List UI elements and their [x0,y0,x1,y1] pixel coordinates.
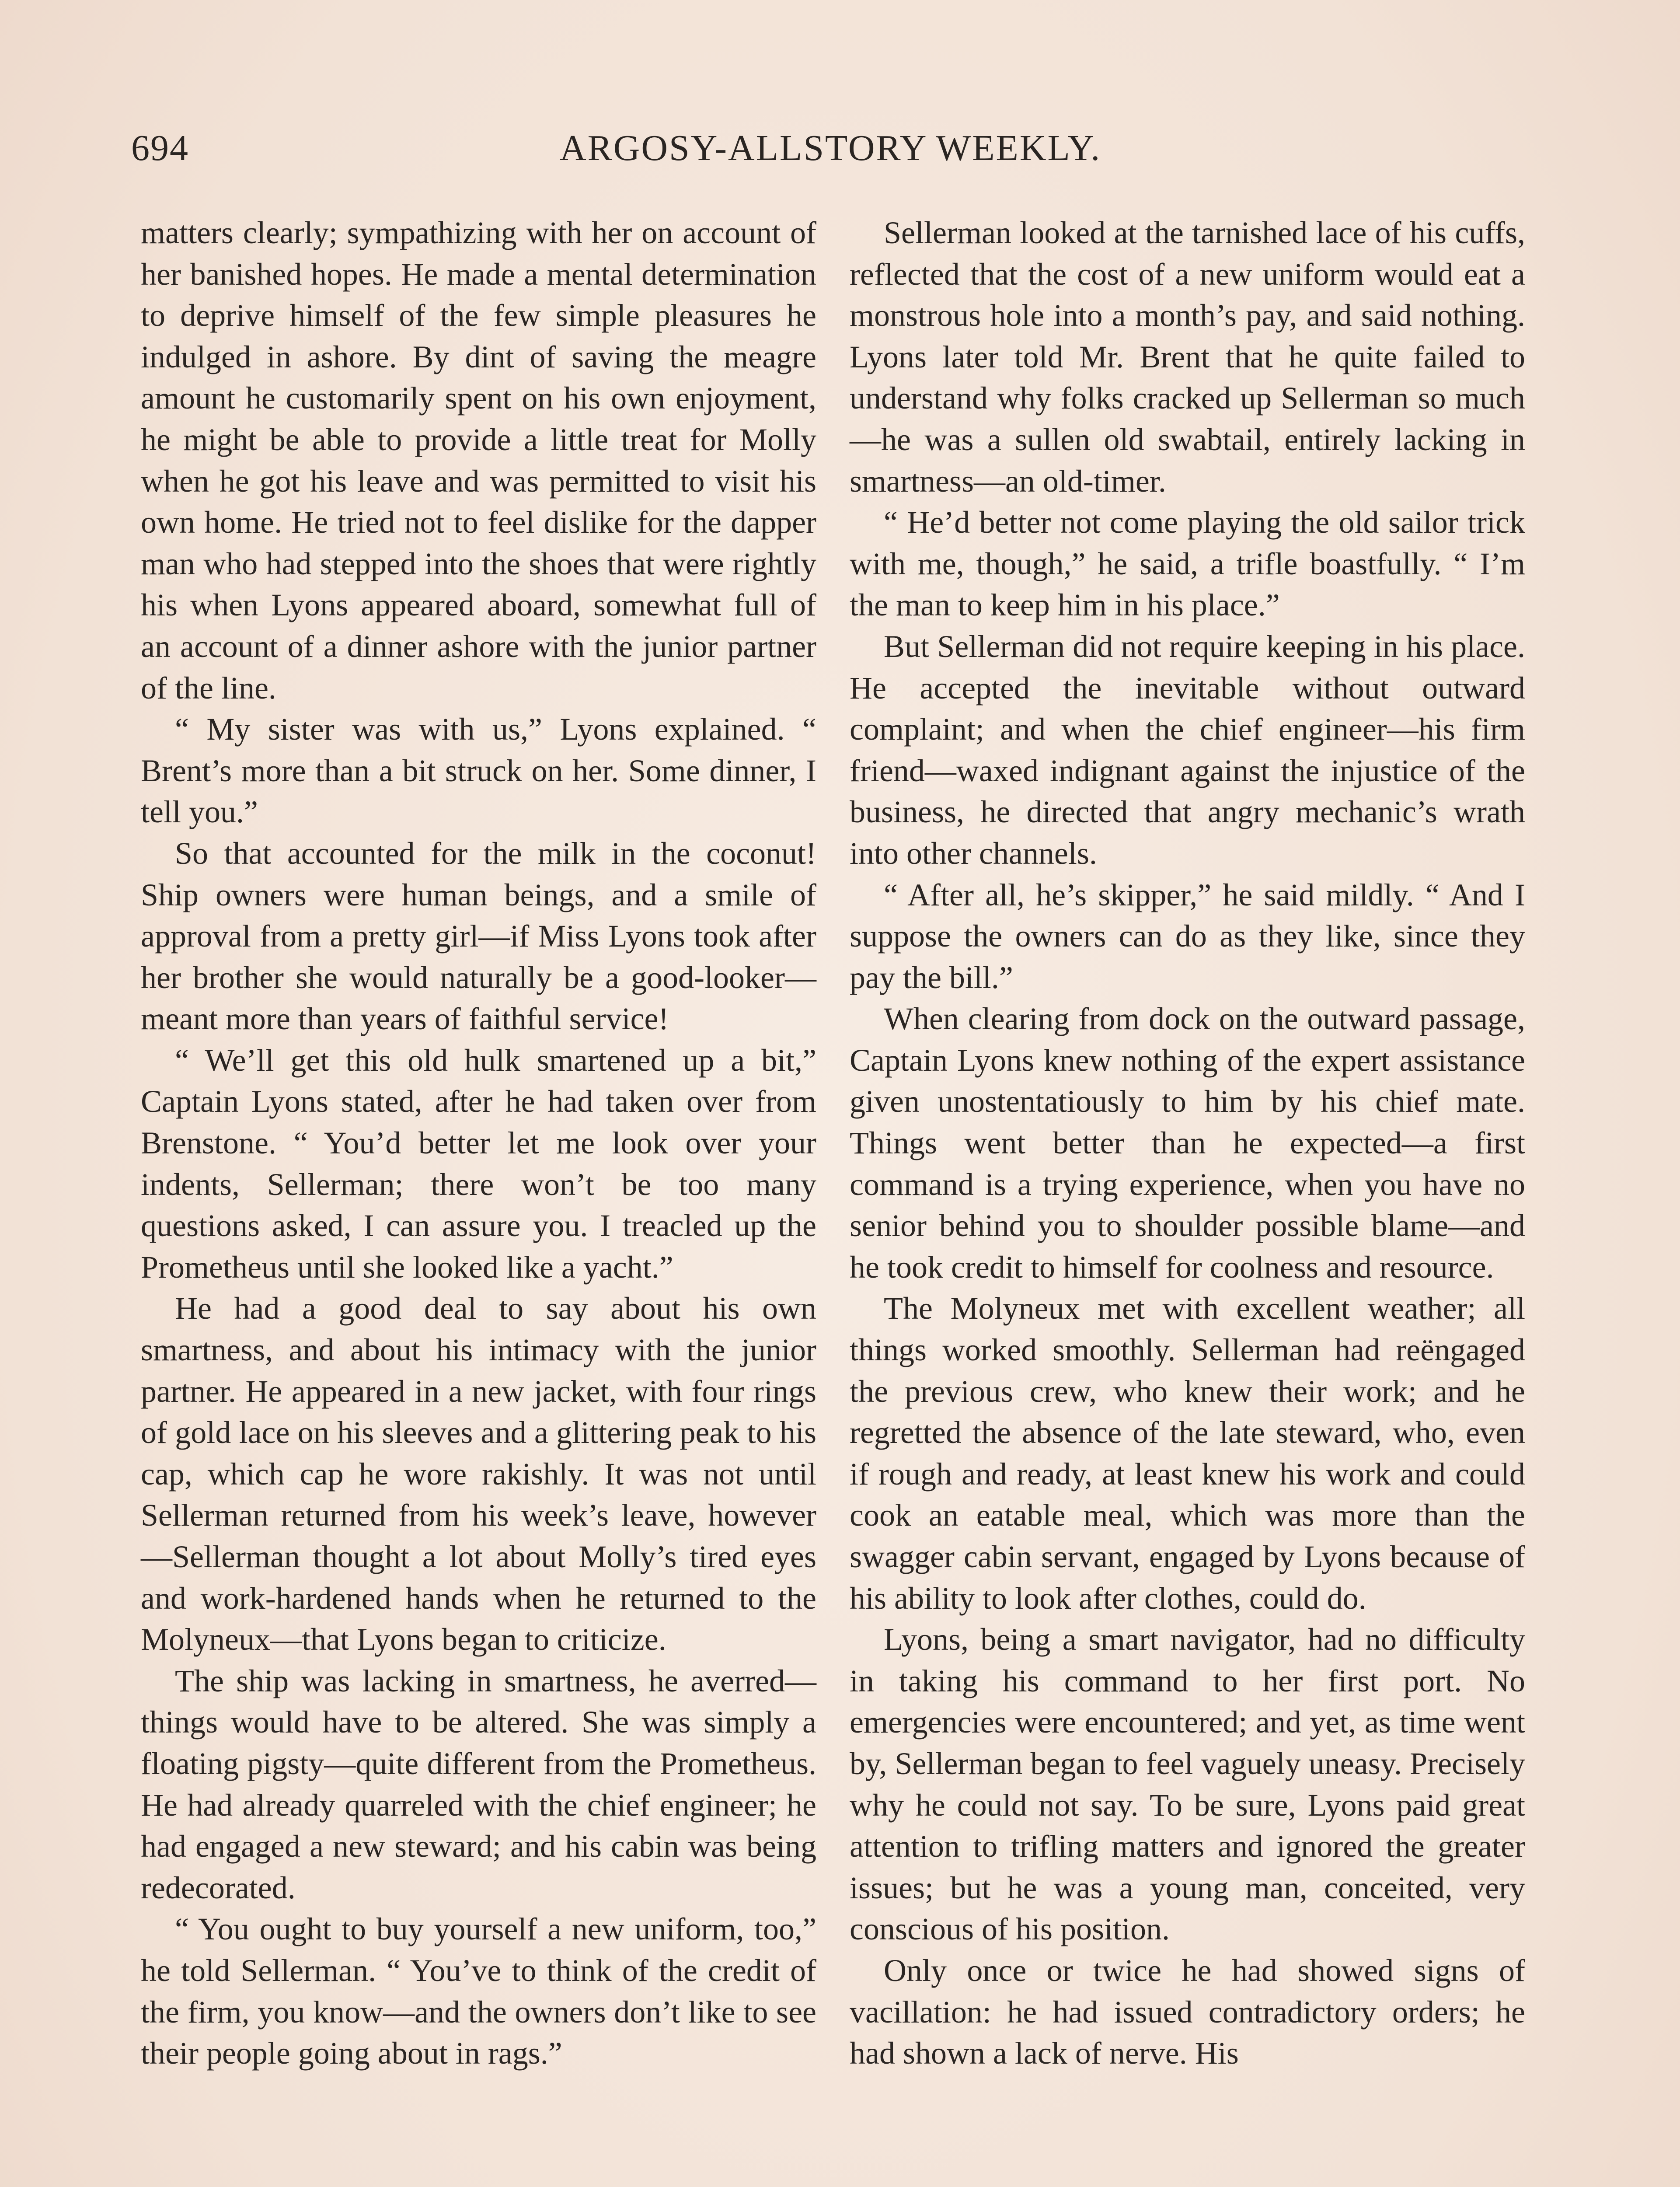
paragraph: “ He’d better not come playing the old sailor trick with me, though,” he said, a trifle boastfully. “ I’m the man to keep him in his place.” [850,505,1525,623]
paragraph: The Molyneux met with excellent weather; all things worked smoothly. Sellerman had reëngaged the previous crew, who knew their work; and he regretted the absence of the late steward, who, even if rough and ready, at least knew his work and could cook an eatable meal, which was more than the swagger cabin servant, engaged by Lyons because of his ability to look after clothes, could do. [850,1291,1525,1616]
paragraph: So that accounted for the milk in the coconut! Ship owners were human beings, and a smile of approval from a pretty girl—if Miss Lyons took after her brother she would naturally be a good-looker—meant more than years of faithful service! [141,835,816,1037]
paragraph: “ You ought to buy yourself a new uniform, too,” he told Sellerman. “ You’ve to think of the credit of the firm, you know—and the owners don’t like to see their people going about in rags.” [141,1911,816,2071]
paragraph: He had a good deal to say about his own smartness, and about his intimacy with the junior partner. He appeared in a new jacket, with four rings of gold lace on his sleeves and a glittering peak to his cap, which cap he wore rakishly. It was not until Sellerman returned from his week’s leave, however—Sellerman thought a lot about Molly’s tired eyes and work-hardened hands when he returned to the Molyneux—that Lyons began to criticize. [141,1291,816,1657]
paragraph: Only once or twice he had showed signs of vacillation: he had issued contradictory orders; he had shown a lack of nerve. His [850,1953,1525,2071]
paragraph: Sellerman looked at the tarnished lace of his cuffs, reflected that the cost of a new uniform would eat a monstrous hole into a month’s pay, and said nothing. Lyons later told Mr. Brent that he quite failed to understand why folks cracked up Sellerman so much—he was a sullen old swabtail, entirely lacking in smartness—an old-timer. [850,215,1525,499]
running-head: ARGOSY-ALLSTORY WEEKLY. [560,128,1101,168]
paragraph: matters clearly; sympathizing with her on account of her banished hopes. He made a mental determination to deprive himself of the few simple pleasures he indulged in ashore. By dint of saving the meagre amount he customarily spent on his own enjoyment, he might be able to provide a little treat for Molly when he got his leave and was permitted to visit his own home. He tried not to feel dislike for the dapper man who had stepped into the shoes that were rightly his when Lyons appeared aboard, somewhat full of an account of a dinner ashore with the junior partner of the line. [141,215,816,706]
paragraph: Lyons, being a smart navigator, had no difficulty in taking his command to her first port. No emergencies were encountered; and yet, as time went by, Sellerman began to feel vaguely uneasy. Precisely why he could not say. To be sure, Lyons paid great attention to trifling matters and ignored the greater issues; but he was a young man, conceited, very conscious of his position. [850,1622,1525,1947]
right-column [850,212,1525,2074]
paragraph: “ After all, he’s skipper,” he said mildly. “ And I suppose the owners can do as they like, since they pay the bill.” [850,877,1525,995]
left-column [141,212,816,2074]
paragraph: “ We’ll get this old hulk smartened up a bit,” Captain Lyons stated, after he had taken over from Brenstone. “ You’d better let me look over your indents, Sellerman; there won’t be too many questions asked, I can assure you. I treacled up the Prometheus until she looked like a yacht.” [141,1042,816,1285]
paragraph: “ My sister was with us,” Lyons explained. “ Brent’s more than a bit struck on her. Some dinner, I tell you.” [141,712,816,830]
page-number: 694 [131,128,189,168]
paragraph: When clearing from dock on the outward passage, Captain Lyons knew nothing of the expert assistance given unostentatiously to him by his chief mate. Things went better than he expected—a first command is a trying experience, when you have no senior behind you to shoulder possible blame—and he took credit to himself for coolness and resource. [850,1001,1525,1285]
paragraph: But Sellerman did not require keeping in his place. He accepted the inevitable without outward complaint; and when the chief engineer—his firm friend—waxed indignant against the injustice of the business, he directed that angry mechanic’s wrath into other channels. [850,629,1525,871]
page-header [131,127,1526,179]
paragraph: The ship was lacking in smartness, he averred—things would have to be altered. She was simply a floating pigsty—quite different from the Prometheus. He had already quarreled with the chief engineer; he had engaged a new steward; and his cabin was being redecorated. [141,1663,816,1905]
